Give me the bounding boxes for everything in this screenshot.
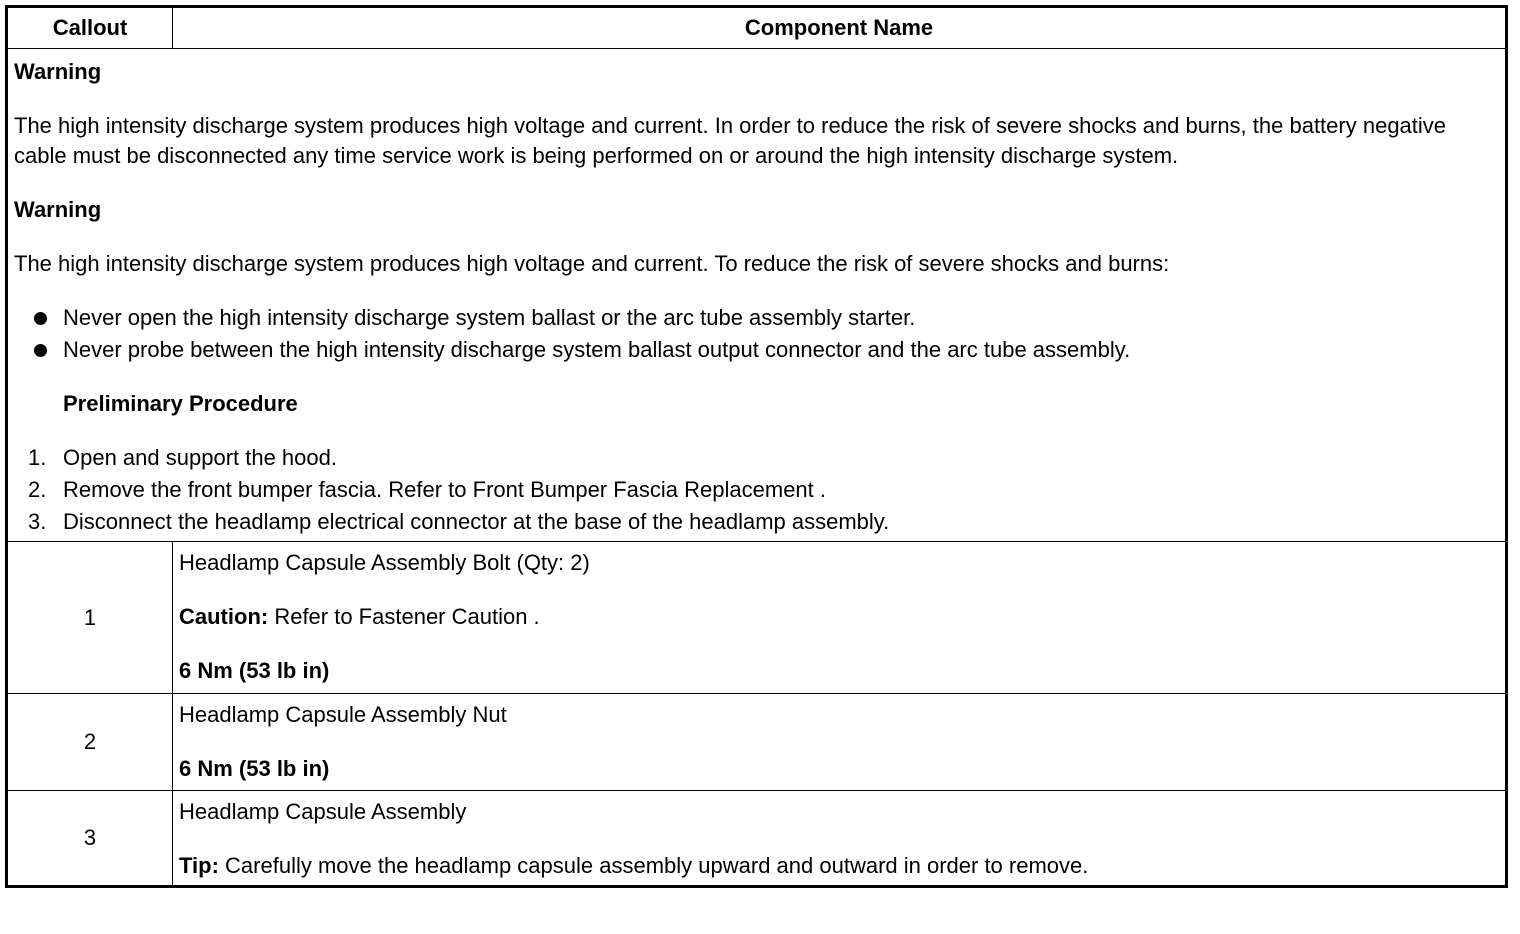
step-number: 3. xyxy=(28,509,47,534)
caution-text: Refer to Fastener Caution . xyxy=(268,604,540,629)
callout-number: 3 xyxy=(7,791,173,887)
torque-spec: 6 Nm (53 lb in) xyxy=(179,756,330,781)
table-row xyxy=(7,694,1507,791)
bullet-item xyxy=(14,335,1499,365)
tip-text: Carefully move the headlamp capsule assembly upward and outward in order to remove. xyxy=(218,853,1089,878)
step-text: Disconnect the headlamp electrical connector at the base of the headlamp assembly. xyxy=(63,509,890,534)
torque-spec: 6 Nm (53 lb in) xyxy=(179,658,330,683)
step-text: Open and support the hood. xyxy=(63,445,337,470)
callout-number: 1 xyxy=(7,542,173,694)
step-item xyxy=(14,507,1499,537)
table-row xyxy=(7,542,1507,694)
caution-note xyxy=(179,602,1499,632)
caution-label: Caution: xyxy=(179,604,269,629)
bullet-dot-icon xyxy=(34,344,47,357)
warning-title: Warning xyxy=(14,59,102,84)
component-cell xyxy=(173,694,1507,791)
bullet-text: Never probe between the high intensity discharge system ballast output connector and the arc tube assembly. xyxy=(63,337,1131,362)
component-cell xyxy=(173,791,1507,887)
procedure-steps xyxy=(14,443,1499,537)
bullet-text: Never open the high intensity discharge system ballast or the arc tube assembly starter. xyxy=(63,305,916,330)
warning-bullet-list xyxy=(14,303,1499,365)
step-item xyxy=(14,475,1499,505)
table-row xyxy=(7,791,1507,887)
warning-title: Warning xyxy=(14,197,102,222)
tip-label: Tip: xyxy=(179,853,219,878)
warning-text: The high intensity discharge system produces high voltage and current. To reduce the risk of severe shocks and burns: xyxy=(14,251,1170,276)
tip-note xyxy=(179,851,1499,881)
bullet-dot-icon xyxy=(34,312,47,325)
component-name: Headlamp Capsule Assembly xyxy=(179,799,467,824)
callout-number: 2 xyxy=(7,694,173,791)
warning-text: The high intensity discharge system produces high voltage and current. In order to reduce the risk of severe shocks and burns, the battery negative cable must be disconnected any time service work is being performed on or around the high intensity discharge system. xyxy=(14,113,1447,168)
step-number: 2. xyxy=(28,477,47,502)
preliminary-procedure-title: Preliminary Procedure xyxy=(63,391,298,416)
step-text: Remove the front bumper fascia. Refer to Front Bumper Fascia Replacement . xyxy=(63,477,826,502)
component-name: Headlamp Capsule Assembly Nut xyxy=(179,702,507,727)
intro-row xyxy=(7,49,1507,542)
bullet-item xyxy=(14,303,1499,333)
header-row xyxy=(7,7,1507,49)
component-name: Headlamp Capsule Assembly Bolt (Qty: 2) xyxy=(179,550,590,575)
component-cell xyxy=(173,542,1507,694)
component-name-header: Component Name xyxy=(173,7,1507,49)
callout-header: Callout xyxy=(7,7,173,49)
intro-cell xyxy=(7,49,1507,542)
step-number: 1. xyxy=(28,445,47,470)
step-item xyxy=(14,443,1499,473)
procedure-table xyxy=(5,5,1508,888)
